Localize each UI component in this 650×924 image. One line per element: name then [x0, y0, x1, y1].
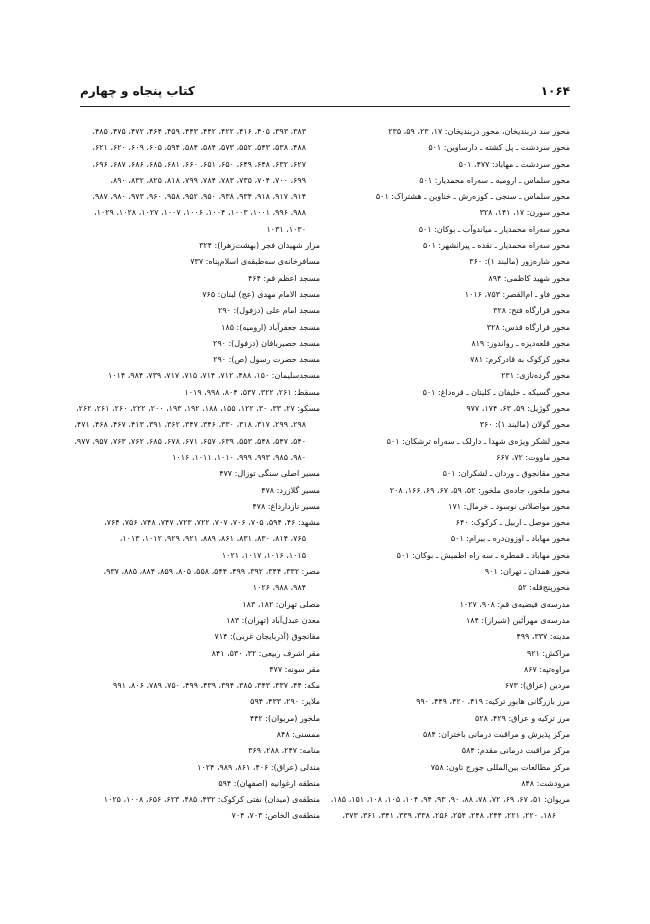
index-entry: منامه: ۲۴۷، ۲۸۸، ۳۶۹	[248, 746, 320, 756]
index-entry: مرکز مراقبت درمانی مقدم: ۵۸۴	[461, 746, 570, 756]
index-entry-continuation: ۲۹۸، ۲۹۹، ۳۱۷، ۳۱۸، ۳۳۰، ۳۴۶، ۳۴۷، ۳۶۲، ۳۹۱، ۴۱۳، ۴۶۷، ۴۶۸، ۴۷۱،	[74, 420, 306, 430]
index-entry: مرودشت: ۸۴۸	[521, 778, 570, 788]
index-entry: محور ماووت: ۷۲، ۶۶۷	[496, 452, 570, 462]
index-entry: محور مهاباد ـ اوزون‌دره ـ بیرام: ۵۰۱	[450, 534, 570, 544]
index-entry: منطقه‌ی الخاص: ۷۰۳، ۷۰۴	[231, 811, 320, 821]
index-entry-continuation: ۱۸۶، ۲۲۰، ۲۲۱، ۲۴۴، ۲۴۸، ۲۵۴، ۲۵۶، ۳۳۸، ۳۳۹، ۳۴۱، ۳۶۱، ۳۷۳،	[342, 811, 556, 821]
index-entry: مسافرخانه‌ی سه‌طبقه‌ی اسلام‌پناه: ۷۳۷	[190, 257, 320, 267]
page-number: ۱۰۶۴	[540, 84, 570, 98]
index-column-left	[74, 124, 320, 825]
index-entry: محور سه‌راه محمدیار ـ میاندوآب ـ بوکان: ۵۰۱	[418, 224, 570, 234]
index-entry: محور گرده‌نازی: ۲۳۱	[501, 371, 570, 381]
index-entry: مسجد امام علی (دزفول): ۲۹۰	[218, 306, 320, 316]
index-entry: معدن عبدل‌آباد (تهران): ۱۸۳	[226, 615, 320, 625]
index-entry: مدرسه‌ی فیضیه‌ی قم: ۹۰۸، ۱۰۲۷	[459, 599, 570, 609]
index-entry-continuation: ۳۸۳، ۳۹۳، ۴۰۵، ۴۱۶، ۴۲۲، ۴۴۲، ۴۴۳، ۴۵۹، ۴۶۴، ۴۷۲، ۴۷۵، ۴۸۵،	[92, 127, 306, 136]
index-entry: مریوان: ۵۱، ۶۷، ۶۹، ۷۲، ۷۸، ۸۸، ۹۰، ۹۳، ۹۴، ۱۰۴، ۱۰۵، ۱۰۸، ۱۵۱، ۱۸۵،	[330, 795, 570, 805]
index-entry: مرز بازرگانی هابور ترکیه: ۴۱۹، ۴۲۰، ۴۴۹، ۹۹۰	[416, 697, 570, 707]
index-entry: مقانجوق (آذربایجان غربی): ۷۱۴	[214, 632, 320, 642]
index-entry: مشهد: ۴۶، ۵۹۴، ۷۰۵، ۷۰۶، ۷۰۷، ۷۲۲، ۷۲۳، ۷۴۷، ۷۴۸، ۷۵۶، ۷۶۴،	[104, 518, 320, 528]
index-entry-continuation: ۱۰۳۰، ۱۰۳۱	[266, 224, 306, 234]
index-entry-continuation: ۹۸۸، ۹۹۶، ۱۰۰۱، ۱۰۰۳، ۱۰۰۴، ۱۰۰۶، ۱۰۰۷، ۱۰۲۷، ۱۰۲۸، ۱۰۲۹،	[94, 208, 306, 218]
index-entry: مراکش: ۹۲۱	[526, 648, 570, 658]
page-header	[80, 84, 570, 104]
index-entry: محور فاو ـ ام‌القصر: ۷۵۳، ۱۰۱۶	[464, 289, 570, 299]
index-entry: محور قرارگاه قدس: ۳۲۸	[486, 322, 570, 332]
index-entry-continuation: ۵۴۰، ۵۴۷، ۵۴۸، ۵۵۳، ۶۳۹، ۶۵۷، ۶۷۱، ۶۷۸، ۶۸۵، ۷۶۲، ۷۶۳، ۹۵۷، ۹۷۷،	[74, 436, 306, 446]
index-entry: محور مهاباد ـ قمطره ـ سه راه اطمیش ـ بوکان: ۵۰۱	[396, 550, 570, 560]
index-entry-continuation: ۷۶۵، ۸۱۴، ۸۳۰، ۸۳۱، ۸۶۱، ۸۸۹، ۹۲۱، ۹۲۹، ۱۰۱۲، ۱۰۱۳،	[119, 534, 306, 544]
index-entry: منطقه ارغوانیه (اصفهان): ۵۹۴	[218, 778, 320, 788]
index-entry: مقر سونه: ۴۷۷	[269, 664, 320, 674]
index-entry: محور کرکوک به قادرکرم: ۷۸۱	[470, 355, 570, 365]
index-entry: محور شهید کاظمی: ۸۹۴	[488, 273, 570, 283]
index-entry: مردین (عراق): ۶۷۳	[504, 681, 570, 691]
index-entry: محور سلماس ـ سنجی ـ کوزه‌رش ـ خناوین ـ هشتراک: ۵۰۱	[375, 192, 570, 202]
index-entry-continuation: ۹۸۴، ۹۸۸، ۱۰۲۶	[252, 583, 306, 593]
index-entry: محور گوژیل: ۵۹، ۶۳، ۱۷۴، ۹۷۷	[466, 404, 570, 414]
index-entry: محور همدان ـ تهران: ۹۰۱	[484, 567, 570, 577]
index-entry: ملخور (مریوان): ۴۴۲	[249, 713, 320, 723]
index-entry: مسقط: ۲۶۱، ۳۲۲، ۵۳۷، ۸۰۴، ۹۹۸، ۱۰۱۹	[184, 387, 320, 397]
index-entry: محور مواصلاتی نوسود ـ خرمال: ۱۷۱	[448, 501, 570, 511]
index-entry: مسجد جعفرآباد (ارومیه): ۱۸۵	[221, 322, 320, 332]
index-entry: مدرسه‌ی مهرآئین (شیراز): ۱۸۴	[465, 615, 570, 625]
book-title: کتاب پنجاه و چهارم	[80, 84, 195, 98]
index-entry: مسجد اعظم قم: ۴۶۴	[247, 273, 320, 283]
index-entry: محور قرارگاه فتح: ۳۲۸	[493, 306, 570, 316]
index-entry: مسجد حصیربافان (دزفول): ۲۹۰	[213, 338, 320, 348]
index-entry-continuation: ۹۸۰، ۹۸۵، ۹۹۳، ۹۹۹، ۱۰۱۰، ۱۰۱۱، ۱۰۱۶	[172, 452, 306, 462]
index-entry: مراوه‌تپه: ۸۶۷	[523, 664, 570, 674]
index-entry-continuation: ۱۰۱۵، ۱۰۱۶، ۱۰۱۷، ۱۰۲۱	[221, 550, 306, 560]
index-entry: مقر اشرف ربیعی: ۳۲، ۵۳۰، ۸۴۱	[211, 648, 320, 658]
index-column-right	[330, 124, 570, 825]
index-entry: محور سورن: ۱۷، ۱۴۱، ۳۲۸	[479, 208, 570, 218]
index-entry: مرکز پذیرش و مراقبت درمانی باختران: ۵۸۴	[422, 729, 570, 739]
index-entry: مسیر نازدارداغ: ۴۷۸	[252, 501, 320, 511]
index-entry: محور سد دربندیخان، محور دربندیخان: ۱۷، ۲۳، ۵۹، ۲۳۵	[388, 127, 570, 136]
index-entry: مرکز مطالعات بین‌المللی جورج تاون: ۷۵۸	[430, 762, 570, 772]
header-divider	[80, 106, 570, 107]
index-entry: مزار شهیدان فجر (بهشت‌زهرا): ۳۲۴	[199, 241, 320, 251]
index-entry: محورپنج‌قله: ۵۲	[518, 583, 570, 593]
index-entry: ملایر: ۲۹۰، ۴۳۳، ۵۹۴	[250, 697, 320, 707]
index-entry: محور قلعه‌دیزه ـ رواندوز: ۸۱۹	[471, 338, 570, 348]
index-entry: مصر: ۳۳۲، ۳۴۴، ۳۹۲، ۴۹۹، ۵۴۴، ۵۵۸، ۸۰۵، ۸۵۹، ۸۸۴، ۸۸۵، ۹۳۷،	[103, 567, 320, 577]
index-entry: محور گولان (مالبند ۱): ۳۶۰	[479, 420, 570, 430]
index-entry-continuation: ۴۸۸، ۵۳۸، ۵۴۳، ۵۵۲، ۵۷۳، ۵۸۴، ۵۸۴، ۵۹۴، ۶۰۵، ۶۰۹، ۶۲۰، ۶۲۱،	[92, 143, 306, 153]
index-entry: محور موصل ـ اربیل ـ کرکوک: ۶۴۰	[455, 518, 570, 528]
index-entry: مسیر گلازرد: ۴۷۸	[261, 485, 320, 495]
index-entry: مندلی (عراق): ۴۰۶، ۸۶۱، ۹۸۹، ۱۰۲۴	[197, 762, 320, 772]
index-entry: منطقه‌ی (میدان) نفتی کرکوک: ۴۳۲، ۴۸۵، ۶۲۳، ۶۵۶، ۱۰۰۸، ۱۰۲۵	[103, 795, 320, 805]
index-entry: محور سردشت ـ مهاباد: ۴۷۷، ۵۰۱	[458, 159, 570, 169]
index-entry: مرز ترکیه و عراق: ۴۲۹، ۵۲۸	[475, 713, 570, 723]
index-entry: مسجد حضرت رسول (ص): ۲۹۰	[213, 355, 320, 365]
index-entry: محور لشکر ویژه‌ی شهدا ـ دارلک ـ سه‌راه ترشکان: ۵۰۱	[386, 436, 570, 446]
index-entry: محور گسیکه ـ خلیفان ـ کلیتان ـ قره‌داغ: ۵۰۱	[422, 387, 570, 397]
index-entry: مصلی تهران: ۱۸۲، ۱۸۳	[242, 599, 320, 609]
index-entry: محور سه‌راه محمدیار ـ نقده ـ پیرانشهر: ۵۰۱	[423, 241, 570, 251]
index-entry: مسجد الامام مهدی (عج) لبنان: ۷۶۵	[202, 289, 320, 299]
index-entry: مسیر اصلی سنگی توزال: ۴۷۷	[219, 469, 320, 479]
index-entry: محور سردشت ـ پل کشته ـ دارساوین: ۵۰۱	[428, 143, 570, 153]
index-entry: مدینه: ۳۳۷، ۴۹۹	[516, 632, 570, 642]
index-entry: مسجدسلیمان: ۱۵۰، ۴۸۸، ۷۱۲، ۷۱۴، ۷۱۵، ۷۱۷، ۷۳۹، ۹۸۴، ۱۰۱۴	[107, 371, 320, 381]
index-entry: ممسنی: ۸۴۸	[276, 729, 320, 739]
index-entry: محور مقانجوق ـ وردان ـ لشکران: ۵۰۱	[442, 469, 570, 479]
index-entry-continuation: ۶۹۹، ۷۰۰، ۷۰۴، ۷۳۵، ۷۸۳، ۷۸۴، ۷۹۹، ۸۱۸، ۸۲۵، ۸۳۲، ۸۹۰،	[110, 175, 306, 185]
index-entry: مکه: ۴۴، ۳۳۷، ۳۴۳، ۳۸۵، ۳۹۴، ۴۳۹، ۴۹۹، ۷۵۰، ۷۸۹، ۸۰۶، ۹۹۱	[113, 681, 320, 691]
index-entry-continuation: ۹۱۴، ۹۱۷، ۹۱۸، ۹۳۴، ۹۳۸، ۹۵۰، ۹۵۲، ۹۵۸، ۹۶۰، ۹۷۳، ۹۸۰، ۹۸۷،	[92, 192, 306, 202]
index-entry: مسکو: ۲۷، ۳۳، ۳۰، ۱۲۲، ۱۵۵، ۱۸۸، ۱۹۲، ۱۹۳، ۲۰۰، ۲۲۲، ۲۶۰، ۲۶۱، ۲۶۲،	[76, 404, 320, 414]
index-entry: محور شاره‌زور (مالبند ۱): ۳۶۰	[469, 257, 570, 267]
index-entry-continuation: ۶۲۷، ۶۳۲، ۶۴۸، ۶۴۹، ۶۵۰، ۶۵۱، ۶۶۰، ۶۸۱، ۶۸۵، ۶۸۶، ۶۸۷، ۶۹۶،	[92, 159, 306, 169]
index-entry: محور ملخور، جاده‌ی ملخور: ۵۲، ۵۹، ۶۷، ۶۹، ۱۶۶، ۲۰۸	[389, 485, 570, 495]
index-entry: محور سلماس ـ ارومیه ـ سه‌راه محمدیار: ۵۰۱	[419, 175, 570, 185]
